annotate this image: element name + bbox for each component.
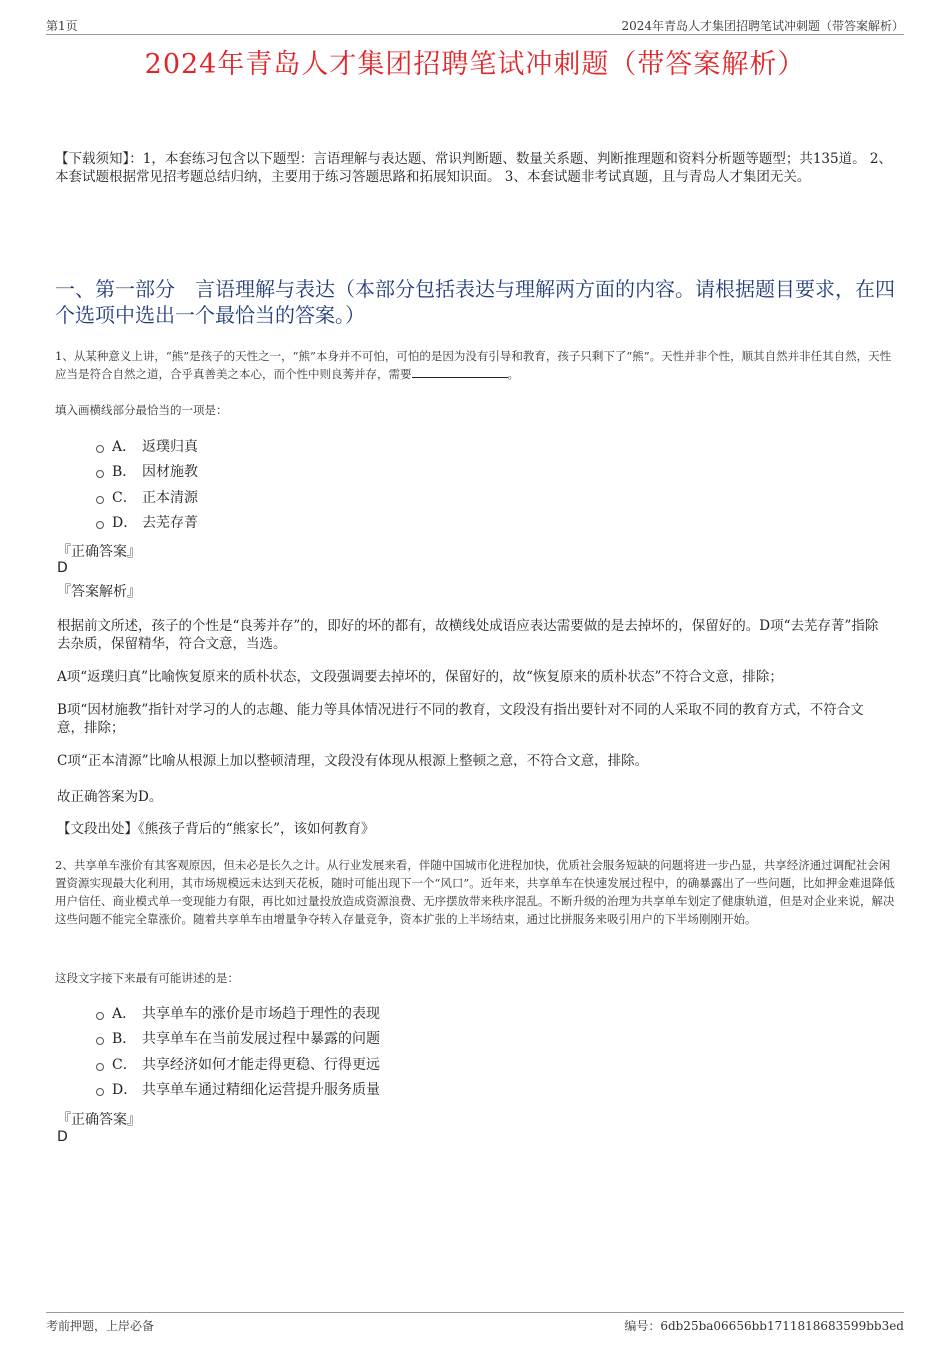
question-2-text: 2、共享单车涨价有其客观原因，但未必是长久之计。从行业发展来看，伴随中国城市化进程加快，优质社会服务短缺的问题将进一步凸显，共享经济通过调配社会闲置资源实现最大化利用，其市场规模远未达到天花板，随时可能出现下一个“风口”。近年来，共享单车在快速发展过程中，的确暴露出了一些问题，比如押金难退降低用户信任、商业模式单一变现能力有限，再比如过量投放造成资源浪费、无序摆放带来秩序混乱。不断升级的治理为共享单车划定了健康轨道，但是对企业来说，解决这些问题不能完全靠涨价。随着共享单车由增量争夺转入存量竞争，资本扩张的上半场结束，通过比拼服务来吸引用户的下半场刚刚开始。 bbox=[55, 858, 895, 926]
option-letter: D． bbox=[112, 515, 138, 532]
option-letter: A． bbox=[112, 438, 137, 455]
option-text: 正本清源 bbox=[142, 489, 198, 506]
option-letter: B． bbox=[112, 1031, 137, 1048]
option-text: 共享单车的涨价是市场趋于理性的表现 bbox=[142, 1005, 380, 1022]
option-letter: C． bbox=[112, 489, 137, 506]
download-notice: 【下载须知】：1，本套练习包含以下题型：言语理解与表达题、常识判断题、数量关系题、判断推理题和资料分析题等题型；共135道。 2、本套试题根据常见招考题总结归纳，主要用于练习答题思路和拓展知识面。 3、本套试题非考试真题，且与青岛人才集团无关。 bbox=[55, 151, 892, 185]
option-letter: B． bbox=[112, 464, 137, 481]
option-text: 共享单车在当前发展过程中暴露的问题 bbox=[142, 1031, 380, 1048]
question-1-stem: 1、从某种意义上讲，“熊”是孩子的天性之一，“熊”本身并不可怕，可怕的是因为没有引导和教育，孩子只剩下了“熊”。天性并非个性，顺其自然并非任其自然，天性应当是符合自然之道，合乎真善美之本心，而个性中则良莠并存，需要 bbox=[55, 349, 892, 381]
option-text: 共享经济如何才能走得更稳、行得更远 bbox=[142, 1056, 380, 1073]
source-citation: 【文段出处】《熊孩子背后的“熊家长”，该如何教育》 bbox=[57, 821, 375, 837]
document-id: 编号：6db25ba06656bb1711818683599bb3ed bbox=[624, 1319, 904, 1333]
radio-icon[interactable] bbox=[96, 496, 104, 504]
option-d[interactable] bbox=[96, 1077, 380, 1103]
option-text: 去芜存菁 bbox=[142, 515, 198, 532]
radio-icon[interactable] bbox=[96, 470, 104, 478]
page-number: 第1页 bbox=[46, 19, 78, 33]
section-title: 一、第一部分 言语理解与表达（本部分包括表达与理解两方面的内容。请根据题目要求，在四个选项中选出一个最恰当的答案。） bbox=[55, 277, 895, 327]
option-text: 因材施教 bbox=[142, 464, 198, 481]
radio-icon[interactable] bbox=[96, 1037, 104, 1045]
option-text: 返璞归真 bbox=[142, 438, 198, 455]
answer-value: D bbox=[57, 1129, 68, 1145]
analysis-paragraph: B项“因材施教”指针对学习的人的志趣、能力等具体情况进行不同的教育，文段没有指出要针对不同的人采取不同的教育方式，不符合文意，排除； bbox=[57, 702, 864, 736]
analysis-label: 『答案解析』 bbox=[57, 584, 141, 600]
option-letter: A． bbox=[112, 1005, 137, 1022]
analysis-paragraph: C项“正本清源”比喻从根源上加以整顿清理，文段没有体现从根源上整顿之意，不符合文意，排除。 bbox=[57, 753, 649, 769]
radio-icon[interactable] bbox=[96, 445, 104, 453]
option-b[interactable] bbox=[96, 459, 198, 485]
option-letter: C． bbox=[112, 1056, 137, 1073]
option-b[interactable] bbox=[96, 1026, 380, 1052]
question-2-options bbox=[96, 1000, 380, 1102]
fill-blank-line bbox=[412, 367, 508, 378]
question-1-stem-end: 。 bbox=[507, 367, 519, 381]
page-title: 2024年青岛人才集团招聘笔试冲刺题（带答案解析） bbox=[144, 49, 806, 80]
option-d[interactable] bbox=[96, 510, 198, 536]
answer-label: 『正确答案』 bbox=[57, 1112, 141, 1128]
analysis-conclusion: 故正确答案为D。 bbox=[57, 789, 163, 805]
question-1-options bbox=[96, 433, 198, 535]
question-2-prompt: 这段文字接下来最有可能讲述的是： bbox=[55, 971, 239, 985]
analysis-paragraph: A项“返璞归真”比喻恢复原来的质朴状态，文段强调要去掉坏的，保留好的，故“恢复原来的质朴状态”不符合文意，排除； bbox=[57, 669, 783, 685]
radio-icon[interactable] bbox=[96, 1088, 104, 1096]
footer-slogan: 考前押题，上岸必备 bbox=[46, 1319, 155, 1333]
answer-label: 『正确答案』 bbox=[57, 544, 141, 560]
question-1-prompt: 填入画横线部分最恰当的一项是： bbox=[55, 403, 228, 417]
option-letter: D． bbox=[112, 1082, 138, 1099]
page-header bbox=[46, 14, 904, 35]
radio-icon[interactable] bbox=[96, 1063, 104, 1071]
page-footer bbox=[46, 1312, 904, 1335]
option-text: 共享单车通过精细化运营提升服务质量 bbox=[142, 1082, 380, 1099]
option-a[interactable] bbox=[96, 1000, 380, 1026]
radio-icon[interactable] bbox=[96, 1012, 104, 1020]
option-a[interactable] bbox=[96, 433, 198, 459]
option-c[interactable] bbox=[96, 1051, 380, 1077]
question-1-text bbox=[55, 347, 900, 383]
analysis-paragraph: 根据前文所述，孩子的个性是“良莠并存”的，即好的坏的都有，故横线处成语应表达需要做的是去掉坏的，保留好的。D项“去芜存菁”指除去杂质，保留精华，符合文意，当选。 bbox=[57, 618, 879, 652]
radio-icon[interactable] bbox=[96, 521, 104, 529]
option-c[interactable] bbox=[96, 484, 198, 510]
header-doc-title: 2024年青岛人才集团招聘笔试冲刺题（带答案解析） bbox=[621, 19, 904, 33]
answer-value: D bbox=[57, 560, 68, 576]
